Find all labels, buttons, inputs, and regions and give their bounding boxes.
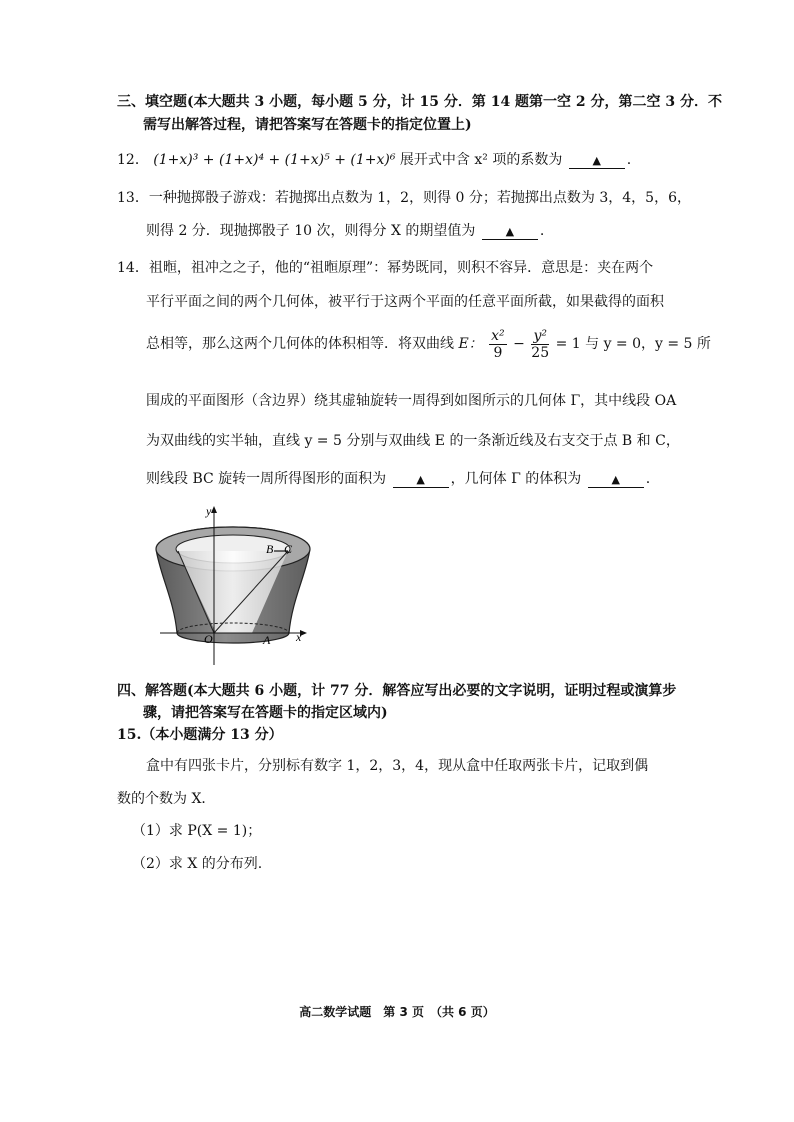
- fraction-denominator: 9: [493, 344, 503, 361]
- x-axis-label: x: [296, 630, 302, 644]
- section3-header-line2: 需写出解答过程，请把答案写在答题卡的指定位置上): [143, 117, 472, 133]
- point-c-label: C: [284, 542, 293, 556]
- question-number: 12．: [117, 152, 149, 168]
- question-14-line4: 围成的平面图形（含边界）绕其虚轴旋转一周得到如图所示的几何体 Γ，其中线段 OA: [146, 393, 677, 409]
- question-13-line1: [117, 189, 691, 207]
- question-12: [117, 151, 631, 169]
- q13-text-2: 则得 2 分．现抛掷骰子 10 次，则得分 X 的期望值为: [146, 223, 476, 239]
- q14-text-6a: 则线段 BC 旋转一周所得图形的面积为: [146, 471, 387, 487]
- q12-expression: (1+x)³ + (1+x)⁴ + (1+x)⁵ + (1+x)⁶: [153, 152, 396, 168]
- fraction-numerator: x²: [491, 327, 505, 344]
- q12-text: 展开式中含 x² 项的系数为: [399, 152, 563, 168]
- q14-end: .: [645, 471, 651, 487]
- page-footer: 高二数学试题 第 3 页 （共 6 页）: [299, 1005, 495, 1019]
- q13-text-1: 一种抛掷骰子游戏：若抛掷出点数为 1，2，则得 0 分；若抛掷出点数为 3，4，5，6，: [148, 190, 691, 206]
- point-b-label: B: [266, 542, 274, 556]
- question-13-line2: [146, 222, 544, 240]
- q14-text-6b: ，几何体 Γ 的体积为: [450, 471, 582, 487]
- question-15-line2: 数的个数为 X．: [117, 791, 216, 807]
- question-14-line3: [146, 327, 711, 361]
- question-14-line6: [146, 470, 650, 488]
- y-axis-arrow: [211, 506, 217, 513]
- answer-blank: ▲: [569, 154, 625, 169]
- fraction-y2-over-25: [531, 328, 549, 361]
- point-a-label: A: [263, 633, 271, 647]
- question-number: 14．: [117, 260, 149, 276]
- question-14-line2: 平行平面之间的两个几何体，被平行于这两个平面的任意平面所截，如果截得的面积: [146, 294, 664, 310]
- hyperbola-name: E：: [458, 336, 483, 352]
- q14-text-1: 祖暅，祖冲之之子，他的“祖暅原理”：幂势既同，则积不容异．意思是：夹在两个: [148, 260, 654, 276]
- question-15-line1: 盒中有四张卡片，分别标有数字 1，2，3，4，现从盒中任取两张卡片，记取到偶: [146, 758, 649, 774]
- fraction-x2-over-9: [489, 328, 507, 361]
- q13-end: .: [539, 223, 545, 239]
- q12-end: .: [626, 152, 632, 168]
- section4-header-line2: 骤，请把答案写在答题卡的指定区域内): [143, 705, 388, 721]
- solid-of-revolution-figure: [150, 505, 320, 670]
- question-number: 13．: [117, 190, 149, 206]
- section3-header-line1: 三、填空题(本大题共 3 小题，每小题 5 分，计 15 分．第 14 题第一空 2 分，第二空 3 分．不: [117, 94, 723, 110]
- q14-text-3b: = 1 与 y = 0，y = 5 所: [555, 336, 711, 352]
- answer-blank: ▲: [482, 225, 538, 240]
- question-15-part1: （1）求 P(X = 1)；: [132, 823, 262, 839]
- y-axis-label: y: [206, 505, 212, 518]
- answer-blank-2: ▲: [588, 473, 644, 488]
- q14-text-3a: 总相等，那么这两个几何体的体积相等．将双曲线: [146, 336, 454, 352]
- fraction-numerator: y²: [531, 328, 549, 345]
- origin-label: O: [204, 632, 213, 646]
- minus-sign: −: [513, 336, 525, 352]
- question-15-part2: （2）求 X 的分布列.: [132, 856, 263, 872]
- question-14-line5: 为双曲线的实半轴，直线 y = 5 分别与双曲线 E 的一条渐近线及右支交于点 B 和 C，: [146, 433, 680, 449]
- question-15-header: 15.（本小题满分 13 分）: [117, 727, 283, 743]
- section4-header-line1: 四、解答题(本大题共 6 小题，计 77 分．解答应写出必要的文字说明，证明过程或演算步: [117, 683, 677, 699]
- answer-blank-1: ▲: [393, 473, 449, 488]
- question-14-line1: [117, 259, 653, 277]
- fraction-denominator: 25: [531, 344, 550, 361]
